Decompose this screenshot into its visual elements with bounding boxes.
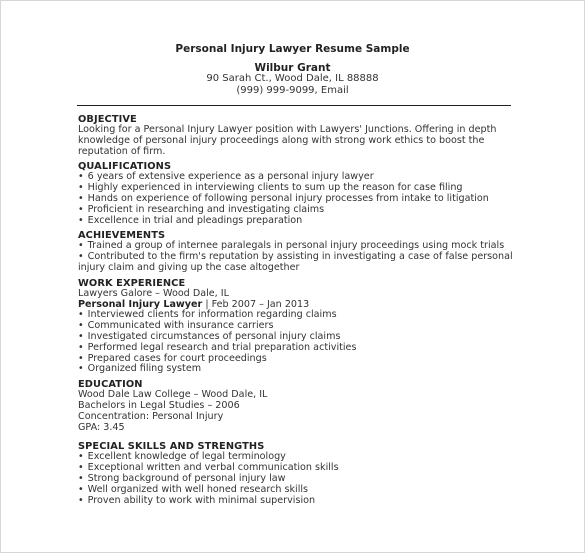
- list-item: • Highly experienced in interviewing clients to sum up the reason for case filing: [78, 183, 518, 194]
- objective-text: Looking for a Personal Injury Lawyer position with Lawyers' Junctions. Offering in depth knowledge of personal injury proceedings along with strong work ethics to boost the reputation of firm.: [78, 124, 497, 157]
- list-item: • Prepared cases for court proceedings: [78, 354, 518, 365]
- objective-section: [78, 114, 518, 157]
- candidate-address: 90 Sarah Ct., Wood Dale, IL 88888: [206, 73, 379, 84]
- list-item: • 6 years of extensive experience as a personal injury lawyer: [78, 172, 518, 183]
- section-heading: OBJECTIVE: [78, 114, 137, 125]
- list-item: • Trained a group of internee paralegals in personal injury proceedings using mock trials: [78, 241, 518, 252]
- section-heading: SPECIAL SKILLS AND STRENGTHS: [78, 441, 265, 453]
- education-line: Bachelors in Legal Studies – 2006: [78, 399, 240, 411]
- section-heading: ACHIEVEMENTS: [78, 230, 166, 242]
- list-item: • Contributed to the firm's reputation by assisting in investigating a case of false personal injury claim and giving up the case altogether: [78, 252, 518, 274]
- education-line: GPA: 3.45: [78, 421, 125, 433]
- skills-list: [78, 452, 518, 506]
- responsibilities-list: [78, 310, 518, 375]
- role-dates: | Feb 2007 – Jan 2013: [202, 298, 310, 310]
- skills-section: [78, 441, 518, 506]
- qualifications-list: [78, 172, 518, 226]
- candidate-name: Wilbur Grant: [254, 62, 331, 74]
- section-heading: EDUCATION: [78, 379, 143, 391]
- list-item: • Communicated with insurance carriers: [78, 321, 518, 332]
- list-item: • Proven ability to work with minimal supervision: [78, 496, 518, 507]
- achievements-list: [78, 241, 518, 273]
- list-item: • Excellence in trial and pleadings preparation: [78, 216, 518, 227]
- list-item: • Performed legal research and trial preparation activities: [78, 343, 518, 354]
- candidate-contact: (999) 999-9099, Email: [236, 85, 349, 96]
- header-divider: [77, 105, 511, 106]
- list-item: • Organized filing system: [78, 364, 518, 375]
- employer-line: Lawyers Galore – Wood Dale, IL: [78, 287, 229, 299]
- list-item: • Hands on experience of following personal injury processes from intake to litigation: [78, 194, 518, 205]
- list-item: • Strong background of personal injury law: [78, 474, 518, 485]
- education-section: [78, 379, 518, 433]
- section-heading: QUALIFICATIONS: [78, 161, 172, 173]
- work-experience-section: [78, 278, 518, 375]
- education-line: Wood Dale Law College – Wood Dale, IL: [78, 389, 268, 401]
- list-item: • Investigated circumstances of personal injury claims: [78, 332, 518, 343]
- resume-content: [78, 114, 518, 510]
- document-title: Personal Injury Lawyer Resume Sample: [175, 43, 410, 55]
- role-title: Personal Injury Lawyer: [78, 298, 203, 310]
- list-item: • Exceptional written and verbal communication skills: [78, 463, 518, 474]
- list-item: • Interviewed clients for information regarding claims: [78, 310, 518, 321]
- education-line: Concentration: Personal Injury: [78, 410, 224, 422]
- achievements-section: [78, 230, 518, 273]
- list-item: • Excellent knowledge of legal terminology: [78, 452, 518, 463]
- qualifications-section: [78, 161, 518, 226]
- list-item: • Proficient in researching and investigating claims: [78, 205, 518, 216]
- section-heading: WORK EXPERIENCE: [78, 277, 186, 289]
- list-item: • Well organized with well honed research skills: [78, 485, 518, 496]
